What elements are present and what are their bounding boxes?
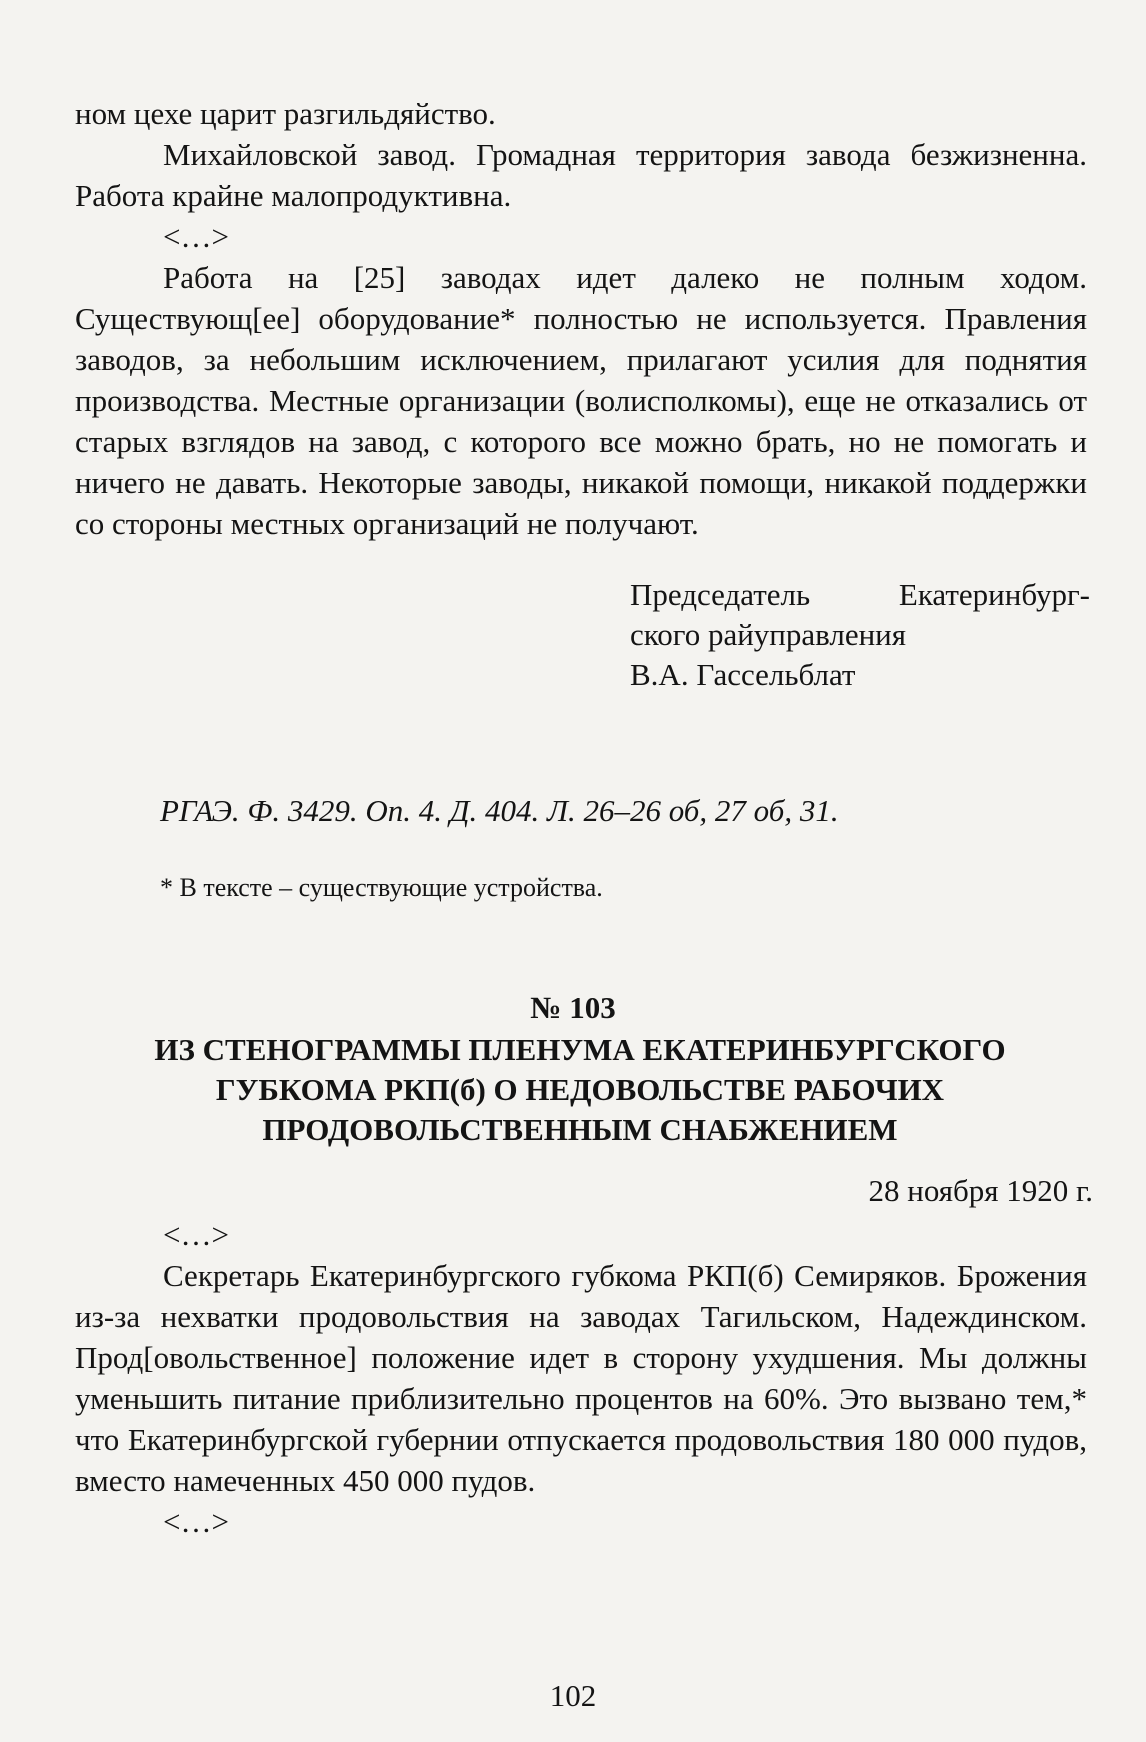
omission-mark: <…> xyxy=(163,219,229,254)
page-number: 102 xyxy=(549,1678,597,1713)
text-block-1 xyxy=(75,93,1087,544)
document-date: 28 ноября 1920 г. xyxy=(868,1173,1093,1208)
document-title: ИЗ СТЕНОГРАММЫ ПЛЕНУМА ЕКАТЕРИНБУРГСКОГО ГУБКОМА РКП(б) О НЕДОВОЛЬСТВЕ РАБОЧИХ ПРОДОВОЛЬСТВЕННЫМ СНАБЖЕНИЕМ xyxy=(154,1032,1006,1147)
archive-source: РГАЭ. Ф. 3429. Оп. 4. Д. 404. Л. 26–26 об, 27 об, 31. xyxy=(160,793,839,828)
signature-title: Председатель Екатеринбург- xyxy=(630,577,1090,612)
signature-organization: ского райуправления xyxy=(630,617,907,652)
paragraph-factories: Работа на [25] заводах идет далеко не полным ходом. Существующ[ее] оборудование* полностью не используется. Правления заводов, за небольшим исключением, прилагают усилия для поднятия производства. Местные организации (волисполкомы), еще не отказались от старых взглядов на завод, с которого все можно брать, но не помогать и ничего не давать. Некоторые заводы, никакой помощи, никакой поддержки со стороны местных организаций не получают. xyxy=(75,260,1087,541)
omission-mark: <…> xyxy=(163,1504,229,1539)
footnote: * В тексте – существующие устройства. xyxy=(160,873,603,902)
text-block-2 xyxy=(75,1214,1087,1542)
signature-block xyxy=(630,575,1090,695)
paragraph-mikhailovsky: Михайловской завод. Громадная территория завода безжизненна. Работа крайне малопродуктивна. xyxy=(75,137,1087,213)
paragraph-continued: ном цехе царит разгильдяйство. xyxy=(75,96,496,131)
paragraph-semiryakov: Секретарь Екатеринбургского губкома РКП(б) Семиряков. Брожения из-за нехватки продовольствия на заводах Тагильском, Надеждинском. Прод[овольственное] положение идет в сторону ухудшения. Мы должны уменьшить питание приблизительно процентов на 60%. Это вызвано тем,* что Екатеринбургской губернии отпускается продовольствия 180 000 пудов, вместо намеченных 450 000 пудов. xyxy=(75,1258,1087,1498)
omission-mark: <…> xyxy=(163,1217,229,1252)
signature-name: В.А. Гассельблат xyxy=(630,657,856,692)
document-number: № 103 xyxy=(530,990,616,1025)
